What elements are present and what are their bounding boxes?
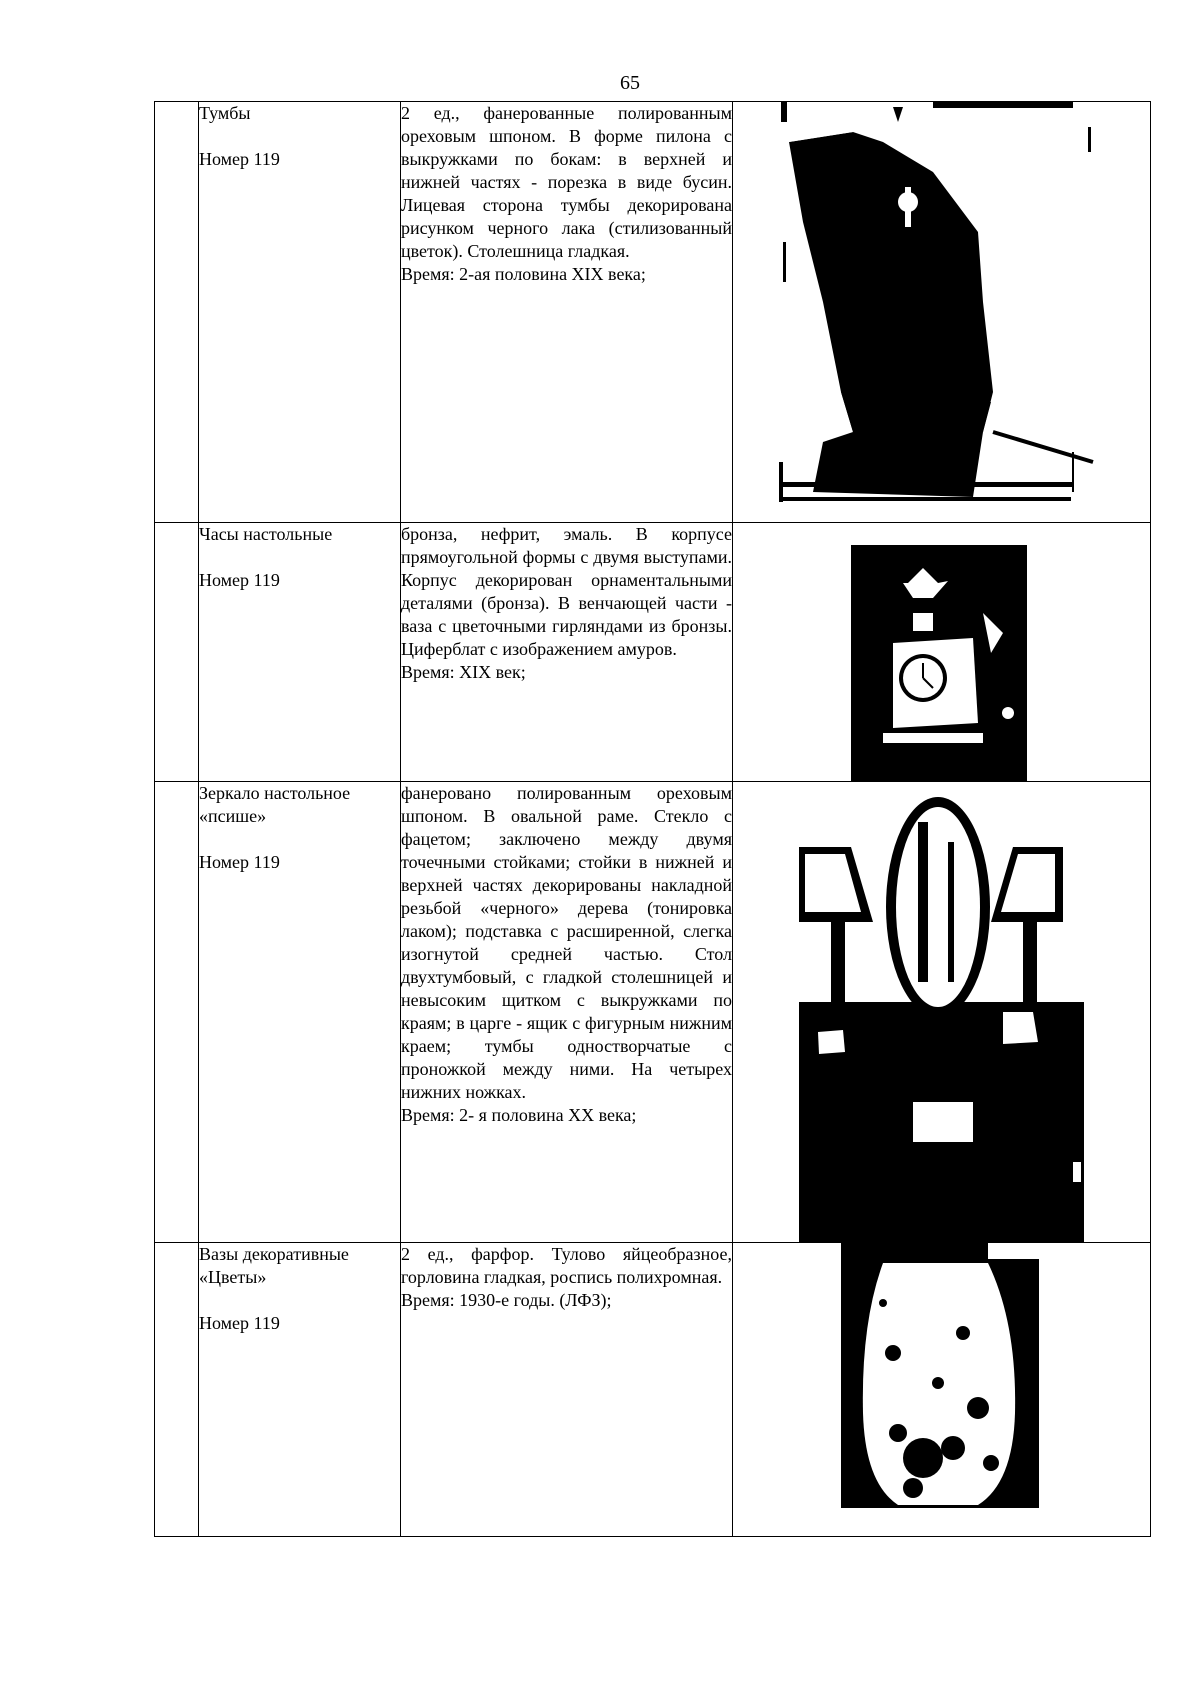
item-number: Номер 119 (199, 852, 280, 872)
vase-photo (733, 1243, 1150, 1536)
catalog-table (154, 101, 1151, 1537)
clock-photo (733, 523, 1150, 781)
item-name-cell (199, 782, 401, 1243)
item-description-cell (401, 782, 733, 1243)
table-row (155, 1243, 1151, 1537)
item-time: Время: 1930-е годы. (ЛФЗ); (401, 1290, 612, 1310)
index-cell (155, 1243, 199, 1537)
item-name: Зеркало настольное «псише» (199, 783, 351, 826)
item-name-cell (199, 523, 401, 782)
item-name-cell (199, 1243, 401, 1537)
item-photo-cell (733, 102, 1151, 523)
table-row (155, 782, 1151, 1243)
item-description-cell (401, 1243, 733, 1537)
item-description-cell (401, 523, 733, 782)
page-number: 65 (620, 72, 640, 94)
item-name: Вазы декоративные «Цветы» (199, 1244, 349, 1287)
table-row (155, 523, 1151, 782)
item-description-cell (401, 102, 733, 523)
item-description: 2 ед., фанерованные полированным ореховым шпоном. В форме пилона с выкружками по бокам: в верхней и нижней частях - порезка в виде бусин. Лицевая сторона тумбы декорирована рисунком черного лака (стилизованный цветок). Столешница гладкая. (401, 103, 732, 261)
item-photo-cell (733, 523, 1151, 782)
item-number: Номер 119 (199, 149, 280, 169)
item-time: Время: XIX век; (401, 662, 526, 682)
item-description: бронза, нефрит, эмаль. В корпусе прямоугольной формы с двумя выступами. Корпус декорирован орнаментальными деталями (бронза). В венчающей части - ваза с цветочными гирляндами из бронзы. Циферблат с изображением амуров. (401, 524, 732, 659)
mirror-photo (733, 782, 1150, 1242)
pedestal-photo (733, 102, 1150, 522)
item-description: фанеровано полированным ореховым шпоном. В овальной раме. Стекло с фацетом; заключено между двумя точечными стойками; стойки в нижней и верхней частях декорированы накладной резьбой «черного» дерева (тонировка лаком); подставка с расширенной, слегка изогнутой средней частью. Стол двухтумбовый, с гладкой столешницей и невысоким щитком с выкружками по краям; в царге - ящик с фигурным нижним краем; тумбы одностворчатые с проножкой между ними. На четырех нижних ножках. (401, 783, 732, 1102)
item-photo-cell (733, 1243, 1151, 1537)
item-name: Часы настольные (199, 524, 333, 544)
item-time: Время: 2- я половина XX века; (401, 1105, 637, 1125)
item-photo-cell (733, 782, 1151, 1243)
item-number: Номер 119 (199, 570, 280, 590)
item-name: Тумбы (199, 103, 251, 123)
index-cell (155, 102, 199, 523)
table-row (155, 102, 1151, 523)
index-cell (155, 523, 199, 782)
index-cell (155, 782, 199, 1243)
item-description: 2 ед., фарфор. Тулово яйцеобразное, горловина гладкая, роспись полихромная. (401, 1244, 732, 1287)
item-time: Время: 2-ая половина XIX века; (401, 264, 646, 284)
item-name-cell (199, 102, 401, 523)
item-number: Номер 119 (199, 1313, 280, 1333)
